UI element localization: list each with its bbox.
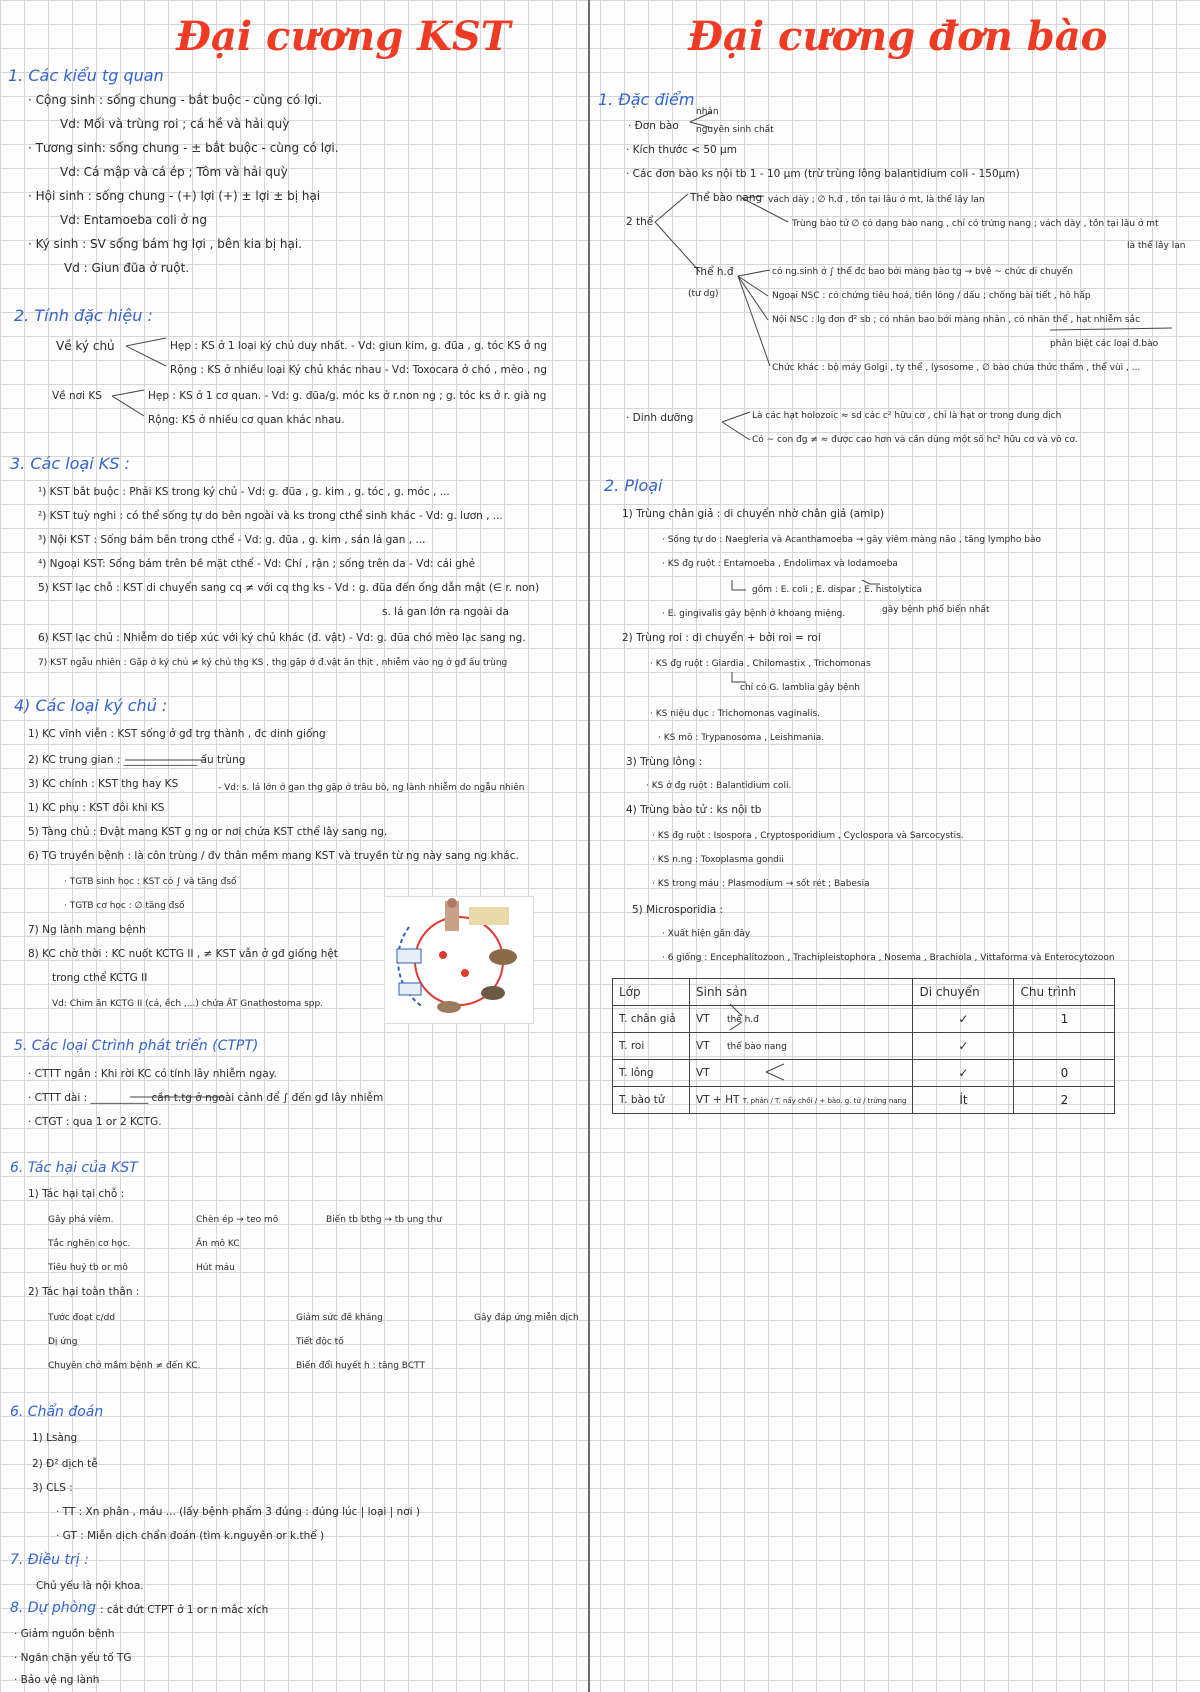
text-line: · Sống tự do : Naegleria và Acanthamoeba → gây viêm màng não , tăng lympho bào [662,535,1042,545]
text-line: · TT : Xn phân , máu ... (lấy bệnh phẩm 3 đúng : đúng lúc | loại | nơi ) [56,1506,420,1518]
heading-host-types: 4) Các loại ký chủ : [14,696,168,715]
text-line: · KS đg ruột : Giardia , Chilomastix , Trichomonas [650,659,871,669]
table-cell-value: VT + HT [696,1094,740,1106]
text-line: · Bảo vệ ng lành [14,1674,100,1686]
classification-table [612,978,1115,1114]
text-line: 2) KC trung gian : ______________ ấu trùng [28,754,246,766]
text-line: 8) KC chờ thời : KC nuốt KCTG II , ≠ KST vẫn ở gđ giống hệt [28,948,338,960]
text-line: Tước đoạt c/dd [48,1313,116,1323]
text-line: · E. gingivalis gây bệnh ở khoang miệng. [662,609,846,619]
text-line: Nội NSC : lg đơn đ² sb ; có nhân bao bởi màng nhân , có nhân thể , hạt nhiễm sắc [772,315,1141,325]
text-line: Tắc nghẽn cơ học. [48,1239,131,1249]
text-line: nguyên sinh chất [696,125,774,135]
text-line: 1) KC phụ : KST đôi khi KS [28,802,165,814]
heading-parasite-types: 3. Các loại KS : [10,454,130,473]
text-line: : cắt đứt CTPT ở 1 or n mắc xích [100,1604,269,1616]
table-cell: VT [690,1060,913,1087]
table-cell: Ít [913,1087,1014,1114]
text-line: 4) Trùng bào tử : ks nội tb [626,804,762,816]
text-line: · KS niệu dục : Trichomonas vaginalis. [650,709,821,719]
table-row [613,1033,1115,1060]
text-line: có ng.sinh ở ∫ thể đc bao bởi màng bào tg → bvệ ~ chức di chuyển [772,267,1073,277]
text-line: 5) Microsporidia : [632,904,724,916]
text-line: Vd: Chim ăn KCTG II (cá, ếch ,...) chứa ÂT Gnathostoma spp. [52,999,324,1009]
text-line: Chèn ép → teo mô [196,1215,279,1225]
text-line: Ăn mô KC [196,1239,240,1249]
text-line: ⁴) Ngoại KST: Sống bám trên bề mặt cthể - Vd: Chí , rận ; sống trên da - Vd: cái ghẻ [38,558,476,570]
text-line: · 6 giống : Encephalitozoon , Trachipleistophora , Nosema , Brachiola , Vittaforma và Enterocytozoon [662,953,1115,963]
text-line: Gây đáp ứng miễn dịch [474,1313,579,1323]
text-line: s. lá gan lớn ra ngoài da [382,606,509,618]
table-header-cell: Lớp [613,979,690,1006]
text-line: - Vd: s. lá lớn ở gan thg gặp ở trâu bò, ng lành nhiễm do ngẫu nhiên [218,783,525,793]
text-line: · CTTT dài : ___________ cần t.tg ở ngoài cảnh để ∫ đến gđ lây nhiễm [28,1092,384,1104]
text-line: · Đơn bào [628,120,679,132]
table-cell: 0 [1014,1060,1115,1087]
text-line: · Ký sinh : SV sống bám hg lợi , bên kia bị hại. [28,237,302,251]
table-cell: T. bào tử [613,1087,690,1114]
text-line: 1) Lsàng [32,1432,78,1444]
text-line: Chức khác : bộ máy Golgi , ty thể , lysosome , ∅ bào chứa thức thẩm , thể vùi , ... [772,363,1141,373]
text-line: 3) KC chính : KST thg hay KS [28,778,179,790]
text-line: Vd: Entamoeba coli ở ng [60,213,207,227]
text-line: 5) Tàng chủ : Đvật mang KST g ng or nơi chứa KST cthể lây sang ng. [28,826,388,838]
text-line: · Các đơn bào ks nội tb 1 - 10 µm (trừ trùng lông balantidium coli - 150µm) [626,168,1020,180]
text-line: vách dày ; ∅ h.đ , tồn tại lâu ở mt, là thể lây lan [768,195,985,205]
table-cell: T. lông [613,1060,690,1087]
text-line: 2) Trùng roi : di chuyển + bởi roi = roi [622,632,821,644]
text-line: · KS đg ruột : Entamoeba , Endolimax và Iodamoeba [662,559,898,569]
text-line: (tư dg) [688,289,719,299]
lifecycle-cycle-graphic [385,897,533,1023]
table-header-cell: Sinh sản [690,979,913,1006]
text-line: Rộng: KS ở nhiều cơ quan khác nhau. [148,414,345,426]
text-line: Tiết độc tố [296,1337,344,1347]
table-cell-note: thể bào nang [726,1042,787,1052]
text-line: Có ~ con đg ≠ ≈ được cao hơn và cần dùng một số hc² hữu cơ và vô cơ. [752,435,1078,445]
text-line: 5) KST lạc chỗ : KST di chuyển sang cq ≠ với cq thg ks - Vd : g. đũa đến ống dẫn mật (∈ r. non) [38,582,540,594]
text-line: Giảm sức đề kháng [296,1313,383,1323]
text-line: 6) TG truyền bệnh : là côn trùng / đv thân mềm mang KST và truyền từ ng này sang ng khác. [28,850,519,862]
text-line: · KS mô : Trypanosoma , Leishmania. [658,733,825,743]
text-line: chỉ có G. lamblia gây bệnh [740,683,860,693]
text-line: Chủ yếu là nội khoa. [36,1580,144,1592]
text-line: 7) Ng lành mang bệnh [28,924,146,936]
text-line: · KS trong máu : Plasmodium → sốt rét ; Babesia [652,879,870,889]
lifecycle-diagram [384,896,534,1024]
text-line: Thể bào nang [690,192,763,204]
text-line: · Dinh dưỡng [626,412,694,424]
table-cell-value: VT [696,1013,710,1025]
heading-prevention: 8. Dự phòng [10,1600,96,1616]
table-cell [690,1006,913,1033]
text-line: 1) Tác hại tại chỗ : [28,1188,125,1200]
text-line: Vd: Cá mập và cá ép ; Tôm và hải quỳ [60,165,288,179]
text-line: · TGTB sinh học : KST có ∫ và tăng đsố [64,877,237,887]
table-cell [690,1087,913,1114]
text-line: Biến đổi huyết h : tăng BCTT [296,1361,425,1371]
table-header-cell: Chu trình [1014,979,1115,1006]
text-line: Gây phá viêm. [48,1215,114,1225]
text-line: · CTTT ngắn : Khi rời KC có tính lây nhiễm ngay. [28,1068,277,1080]
table-cell: T. chân giả [613,1006,690,1033]
table-cell [1014,1033,1115,1060]
heading-treatment: 7. Điều trị : [10,1552,89,1568]
table-cell-note: T. phân / T. nẩy chồi / + bào. g. tử / trứng nang [742,1097,907,1105]
text-line: ²) KST tuỳ nghi : có thể sống tự do bên ngoài và ks trong cthể sinh khác - Vd: g. lươn , ... [38,510,503,522]
heading-diagnosis: 6. Chẩn đoán [10,1404,104,1420]
heading-relationship-types: 1. Các kiểu tg quan [8,66,164,85]
text-line: ³) Nội KST : Sống bám bên trong cthể - Vd: g. đũa , g. kim , sán lá gan , ... [38,534,426,546]
text-line: ¹) KST bắt buộc : Phải KS trong ký chủ - Vd: g. đũa , g. kim , g. tóc , g. móc , ... [38,486,450,498]
heading-classification: 2. Ploại [604,476,663,495]
text-line: Hút máu [196,1263,235,1273]
text-line: gồm : E. coli ; E. dispar ; E. histolytica [752,585,923,595]
text-line: trong cthể KCTG II [52,972,148,984]
text-line: Ngoại NSC : có chứng tiêu hoá, tiền lông / dấu ; chống bài tiết , hô hấp [772,291,1091,301]
text-line: 1) Trùng chân giả : di chuyển nhờ chân giả (amip) [622,508,885,520]
table-cell: 2 [1014,1087,1115,1114]
text-line: là thể lây lan [1127,241,1186,251]
text-line: Thể h.đ [694,266,734,278]
text-line: gây bệnh phổ biến nhất [882,605,990,615]
text-line: 7) KST ngẫu nhiên : Gặp ở ký chủ ≠ ký chủ thg KS , thg gặp ở đ.vật ăn thịt , nhiễm vào ng ở gđ ấu trùng [38,658,508,668]
column-divider [588,0,590,1692]
text-line: Vd: Mối và trùng roi ; cá hề và hải quỳ [60,117,290,131]
text-line: 2) Tác hại toàn thân : [28,1286,140,1298]
text-line: · Giảm nguồn bệnh [14,1628,115,1640]
table-header-cell: Di chuyển [913,979,1014,1006]
text-line: 2 thể [626,216,654,228]
text-line: · KS ở đg ruột : Balantidium coli. [646,781,792,791]
text-line: · Tương sinh: sống chung - ± bắt buộc - cùng có lợi. [28,141,339,155]
text-line: · KS đg ruột : Isospora , Cryptosporidium , Cyclospora và Sarcocystis. [652,831,964,841]
text-line: · TGTB cơ học : ∅ tăng đsố [64,901,185,911]
text-line: phân biệt các loại đ.bào [1050,339,1159,349]
table-header-row [613,979,1115,1006]
right-title: Đại cương đơn bào [688,13,1108,60]
heading-lifecycle-types: 5. Các loại Ctrình phát triển (CTPT) [14,1038,259,1054]
text-line: · GT : Miễn dịch chẩn đoán (tìm k.nguyên or k.thể ) [56,1530,325,1542]
text-line: · Xuất hiện gần đây [662,929,751,939]
text-line: · Hội sinh : sống chung - (+) lợi (+) ± lợi ± bị hại [28,189,321,203]
text-line: 1) KC vĩnh viễn : KST sống ở gđ trg thành , đc dinh giống [28,728,326,740]
text-line: Dị ứng [48,1337,78,1347]
text-line: Hẹp : KS ở 1 cơ quan. - Vd: g. đũa/g. móc ks ở r.non ng ; g. tóc ks ở r. già ng [148,390,547,402]
text-line: 2) Đ² dịch tễ [32,1458,98,1470]
text-line: Tiêu huỷ tb or mô [48,1263,128,1273]
text-line: Về nơi KS [52,390,102,402]
text-line: · KS n.ng : Toxoplasma gondii [652,855,784,865]
text-line: Trùng bào tử ∅ có dạng bào nang , chỉ có trứng nang ; vách dày , tồn tại lâu ở mt [792,219,1159,229]
text-line: · Ngăn chặn yếu tố TG [14,1652,132,1664]
table-cell [690,1033,913,1060]
text-line: Chuyên chở mầm bệnh ≠ đến KC. [48,1361,201,1371]
text-line: Biến tb bthg → tb ung thư [326,1215,442,1225]
table-cell: T. roi [613,1033,690,1060]
text-line: 6) KST lạc chủ : Nhiễm do tiếp xúc với ký chủ khác (đ. vật) - Vd: g. đũa chó mèo lạc sang ng. [38,632,526,644]
text-line: nhân [696,107,719,117]
text-line: 3) CLS : [32,1482,73,1494]
text-line: 3) Trùng lông : [626,756,703,768]
heading-characteristics: 1. Đặc điểm [598,90,695,109]
table-cell: 1 [1014,1006,1115,1033]
table-cell: ✓ [913,1033,1014,1060]
heading-harm: 6. Tác hại của KST [10,1160,138,1176]
text-line: Về ký chủ [56,339,115,353]
table-cell-value: VT [696,1040,710,1052]
text-line: Hẹp : KS ở 1 loại ký chủ duy nhất. - Vd: giun kim, g. đũa , g. tóc KS ở ng [170,340,548,352]
table-row [613,1006,1115,1033]
table-row [613,1060,1115,1087]
left-title: Đại cương KST [176,13,511,60]
text-line: Là các hạt holozoic ≈ sd các c² hữu cơ , chỉ là hạt or trong dung dịch [752,411,1062,421]
table-cell: ✓ [913,1060,1014,1087]
table-cell-note: thể h.đ [726,1015,759,1025]
heading-specificity: 2. Tính đặc hiệu : [14,306,153,325]
table-cell: ✓ [913,1006,1014,1033]
text-line: · CTGT : qua 1 or 2 KCTG. [28,1116,162,1128]
text-line: Rộng : KS ở nhiều loại Ký chủ khác nhau - Vd: Toxocara ở chó , mèo , ng [170,364,547,376]
table-row [613,1087,1115,1114]
text-line: · Cộng sinh : sống chung - bắt buộc - cùng có lợi. [28,93,322,107]
text-line: Vd : Giun đũa ở ruột. [64,261,190,275]
text-line: · Kích thước < 50 µm [626,144,737,156]
